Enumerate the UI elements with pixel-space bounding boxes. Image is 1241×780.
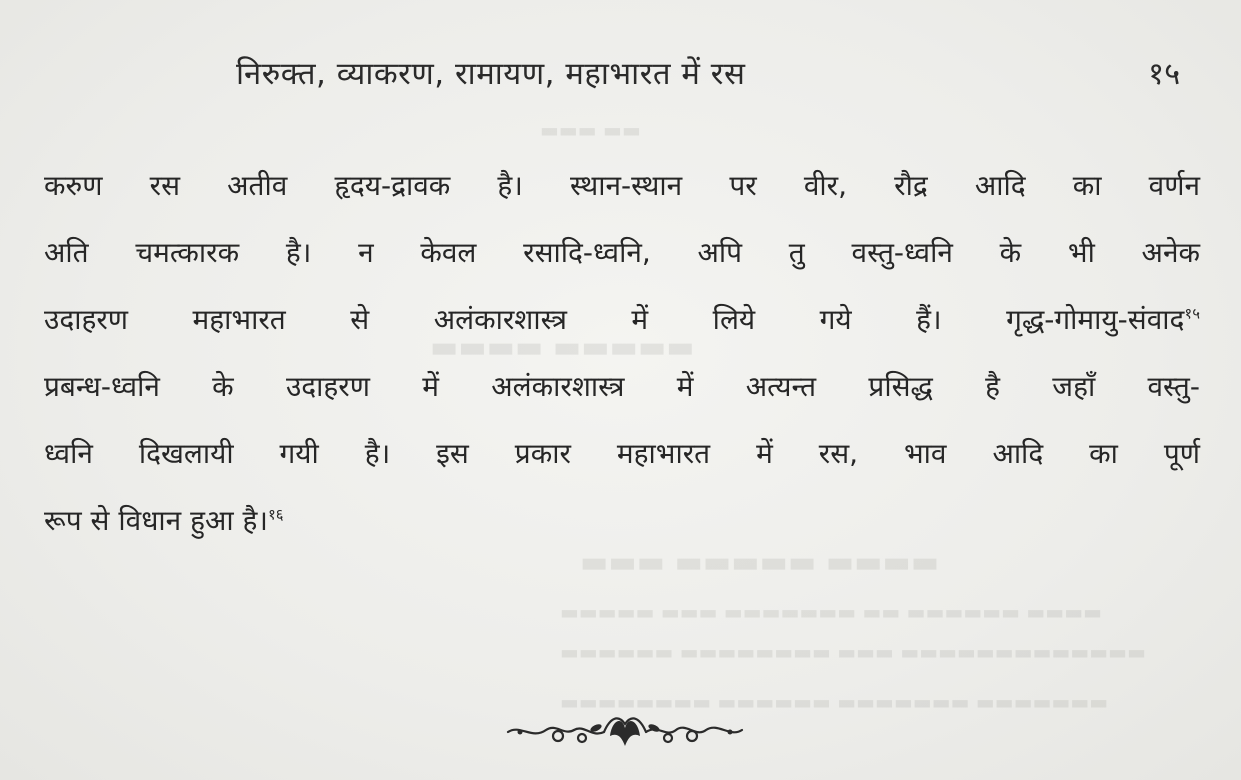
text-line: प्रबन्ध-ध्वनि के उदाहरण में अलंकारशास्त्र में अत्यन्त प्रसिद्ध है जहाँ वस्तु-: [44, 370, 1200, 403]
text-line: अति चमत्कारक है। न केवल रसादि-ध्वनि, अपि तु वस्तु-ध्वनि के भी अनेक: [44, 236, 1200, 269]
bleed-through-text: ▬▬▬▬▬▬ ▬▬▬▬▬▬▬▬ ▬▬▬ ▬▬▬▬▬▬▬▬▬▬▬▬▬: [560, 640, 1146, 664]
bleed-through-text: ▬▬▬ ▬▬▬▬▬ ▬▬▬▬: [580, 545, 940, 580]
body-paragraph: [44, 152, 1200, 554]
text-line: [44, 286, 1200, 353]
running-header: निरुक्त, व्याकरण, रामायण, महाभारत में रस: [236, 56, 746, 92]
floral-ornament-icon: [500, 702, 750, 752]
text-line: करुण रस अतीव हृदय-द्रावक है। स्थान-स्थान पर वीर, रौद्र आदि का वर्णन: [44, 169, 1200, 202]
bleed-through-text: ▬▬▬▬▬▬▬▬ ▬▬▬▬▬▬ ▬▬▬▬▬▬▬ ▬▬▬▬▬▬▬: [560, 690, 1109, 714]
text-line: [44, 487, 1200, 554]
bleed-through-text: ▬▬▬▬ ▬▬▬▬▬: [430, 330, 695, 365]
text-line-content: उदाहरण महाभारत से अलंकारशास्त्र में लिये गये हैं। गृद्ध-गोमायु-संवाद: [44, 303, 1185, 336]
bleed-through-text: ▬▬▬ ▬▬: [540, 118, 641, 142]
text-line-content: रूप से विधान हुआ है।: [44, 504, 268, 537]
page-number: १५: [1148, 56, 1181, 92]
text-line: ध्वनि दिखलायी गयी है। इस प्रकार महाभारत में रस, भाव आदि का पूर्ण: [44, 437, 1200, 470]
footnote-marker: १५: [1184, 304, 1200, 323]
bleed-through-text: ▬▬▬▬▬ ▬▬▬ ▬▬▬▬▬▬▬ ▬▬ ▬▬▬▬▬▬ ▬▬▬▬: [560, 600, 1102, 624]
footnote-marker: १६: [268, 505, 284, 524]
